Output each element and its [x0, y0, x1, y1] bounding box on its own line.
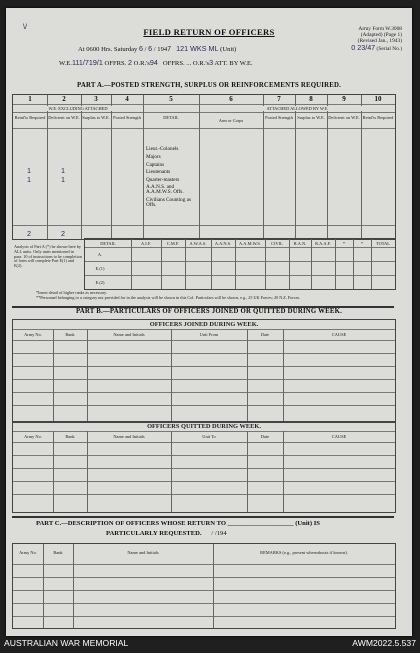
col-heading: Deficient on W.E. — [328, 115, 360, 120]
offrs-value: 2 — [128, 58, 132, 67]
analysis-head: CIVIL — [271, 241, 283, 246]
footnote: *Insert detail of higher ranks as necessary. — [36, 290, 108, 295]
quitted-table — [12, 421, 396, 513]
quitted-head: Rank — [65, 434, 75, 439]
part-a-table — [12, 94, 396, 240]
part-c-date: / /194 — [211, 530, 227, 537]
footer-source: AUSTRALIAN WAR MEMORIAL — [4, 638, 129, 648]
part-a-heading: PART A.—POSTED STRENGTH, SURPLUS OR REINFORCEMENTS REQUIRED. — [77, 82, 341, 89]
part-c-head: Army No. — [19, 550, 37, 555]
joined-head: Army No. — [24, 332, 42, 337]
col-number: 5 — [169, 95, 173, 103]
quitted-head: Army No. — [24, 434, 42, 439]
form-page — [6, 8, 412, 636]
strength-line: W.E.111/719/1 OFFRS. 2 O.R.'s94 OFFRS. ... O.R.'s3 ATT. BY W.E. — [59, 58, 253, 67]
army-form-line: Army Form W.3008 — [358, 26, 402, 32]
part-c-head: REMARKS (e.g., present whereabouts if known). — [260, 550, 348, 555]
col-heading: Surplus to W.E. — [297, 115, 325, 120]
analysis-head: A.W.A.S. — [189, 241, 207, 246]
col-number: 10 — [374, 95, 382, 103]
unit-label: (Unit) — [220, 46, 237, 53]
day-value: 6 — [139, 44, 143, 53]
analysis-note: Analysis of Part A (*) be shown here by ALL units. Only units mentioned in para. 10 of instructions to be completion of form will complete Part E(1) and E(2). — [14, 244, 82, 269]
col-heading: Reinf'ts Required — [14, 115, 46, 120]
att-label: ATT. BY W.E. — [214, 60, 253, 67]
joined-table — [12, 319, 396, 423]
col-number: 3 — [94, 95, 98, 103]
army-form-line: (Adapted) (Page 1) — [360, 32, 402, 39]
year-prefix: 194 — [157, 46, 168, 53]
quitted-head: Date — [260, 434, 270, 439]
dateline-prefix: At 0600 Hrs. Saturday — [78, 46, 138, 53]
part-c-head: Rank — [53, 550, 63, 555]
col-number: 9 — [342, 95, 346, 103]
joined-head: Rank — [65, 332, 75, 337]
col-heading: Deficient on W.E. — [48, 115, 80, 120]
analysis-head: A.I.F. — [140, 241, 151, 246]
detail-item: Lieut.-Colonels — [146, 146, 179, 152]
footnote: **Personnel belonging to a category not provided for in the analysis will be shown in this Col. Particulars will be shown, e.g., 25 UK Forces; 20 N.Z. Forces. — [36, 295, 301, 300]
col-heading: Reinf'ts Required — [362, 115, 394, 120]
col-heading: DETAIL — [163, 115, 179, 120]
we-excluding-attached-heading: W.E. EXCLUDING ATTACHED — [13, 106, 143, 111]
part-c-text-2: PARTICULARLY REQUESTED. — [106, 530, 202, 537]
part-b-heading: PART B.—PARTICULARS OF OFFICERS JOINED OR QUITTED DURING WEEK. — [75, 308, 343, 315]
part-c-heading: PART C.—DESCRIPTION OF OFFICERS WHOSE RETURN TO ____________________ (Unit) IS — [36, 520, 320, 527]
army-form-line: (Revised Jan., 1943) — [357, 38, 402, 45]
col-heading: Posted Strength — [113, 115, 141, 120]
att-ors-label: O.R.'s — [192, 60, 210, 67]
analysis-head: * — [342, 241, 346, 246]
detail-item: Civilians Counting as Offs. — [146, 196, 191, 209]
offrs-label: OFFRS. — [104, 60, 127, 67]
quitted-head: CAUSE — [331, 434, 347, 439]
entry-reinf-captains: 1 — [27, 166, 31, 175]
analysis-head: R.A.A.F. — [315, 241, 331, 246]
joined-head: Date — [260, 332, 270, 337]
col-number: 7 — [277, 95, 281, 103]
entry-total-deficient: 2 — [61, 229, 65, 238]
ors-value: 94 — [149, 58, 158, 67]
quitted-title: OFFICERS QUITTED DURING WEEK. — [147, 423, 261, 430]
part-c-table — [12, 543, 396, 629]
detail-item: Lieutenants — [146, 169, 171, 176]
attached-allowed-heading: ATTACHED ALLOWED BY W.E. — [200, 106, 395, 111]
analysis-head: A.A.M.W.S. — [239, 241, 261, 246]
analysis-head: A.A.N.S. — [214, 241, 232, 246]
corner-tick-mark: \/ — [23, 22, 27, 31]
form-title: FIELD RETURN OF OFFICERS — [143, 27, 275, 37]
analysis-head: TOTAL — [376, 241, 390, 246]
detail-item: Quarter-masters — [146, 177, 180, 184]
detail-item: Captains — [146, 161, 165, 168]
col-heading: Arm or Corps — [218, 118, 244, 123]
col-number: 2 — [62, 95, 66, 103]
col-number: 8 — [309, 95, 313, 103]
entry-deficient-captains: 1 — [61, 166, 65, 175]
detail-item: A.A.N.S. and A.A.M.W.S. Offs. — [146, 183, 184, 196]
analysis-head: DETAIL — [100, 241, 116, 246]
entry-reinf-lieutenants: 1 — [27, 175, 31, 184]
analysis-row-label: E.(1) — [95, 266, 105, 271]
analysis-row-label: E.(2) — [95, 280, 105, 285]
analysis-head: * — [360, 241, 364, 246]
detail-item: Majors — [146, 153, 161, 160]
joined-head: CAUSE — [331, 332, 347, 337]
entry-total-reinf: 2 — [27, 229, 31, 238]
analysis-head: R.A.N. — [293, 241, 307, 246]
we-label: W.E. — [59, 60, 72, 67]
unit-value: 121 WKS ML — [176, 44, 219, 53]
month-value: 6 — [148, 44, 153, 53]
joined-title: OFFICERS JOINED DURING WEEK. — [149, 321, 259, 328]
col-heading: Posted Strength — [265, 115, 293, 120]
army-form-line: (Serial No.) — [376, 45, 402, 52]
army-form-reference — [351, 26, 402, 52]
col-heading: Surplus to W.E. — [82, 115, 110, 120]
part-c-text: PART C.—DESCRIPTION OF OFFICERS WHOSE RETURN TO — [36, 520, 226, 527]
quitted-head: Unit To — [202, 434, 216, 439]
footer-accession-number: AWM2022.5.537 — [352, 638, 416, 648]
entry-deficient-lieutenants: 1 — [61, 175, 65, 184]
year-suffix: 7 — [167, 44, 172, 53]
att-ors-value: 3 — [209, 58, 214, 67]
col-number: 6 — [229, 95, 233, 103]
joined-head: Name and Initials — [113, 332, 145, 337]
joined-head: Unit From — [199, 332, 219, 337]
col-number: 1 — [28, 95, 32, 103]
detail-ranks-list — [146, 146, 198, 209]
analysis-table — [84, 238, 396, 290]
part-c-heading-2 — [106, 530, 227, 537]
dateline: At 0600 Hrs. Saturday 6 / 6 / 1947 121 WKS ML (Unit) — [78, 44, 237, 53]
ors-label: O.R.'s — [133, 60, 150, 67]
att-offrs-label: OFFRS. — [162, 60, 185, 67]
we-value: 111/719/1 — [71, 58, 103, 67]
serial-number-value: 0 23/47 — [351, 42, 376, 52]
part-c-unit: (Unit) IS — [295, 520, 320, 527]
part-c-head: Name and Initials — [127, 550, 159, 555]
analysis-head: C.M.F. — [166, 241, 180, 246]
analysis-row-label: A. — [97, 252, 103, 257]
quitted-head: Name and Initials — [113, 434, 145, 439]
col-number: 4 — [125, 95, 129, 103]
